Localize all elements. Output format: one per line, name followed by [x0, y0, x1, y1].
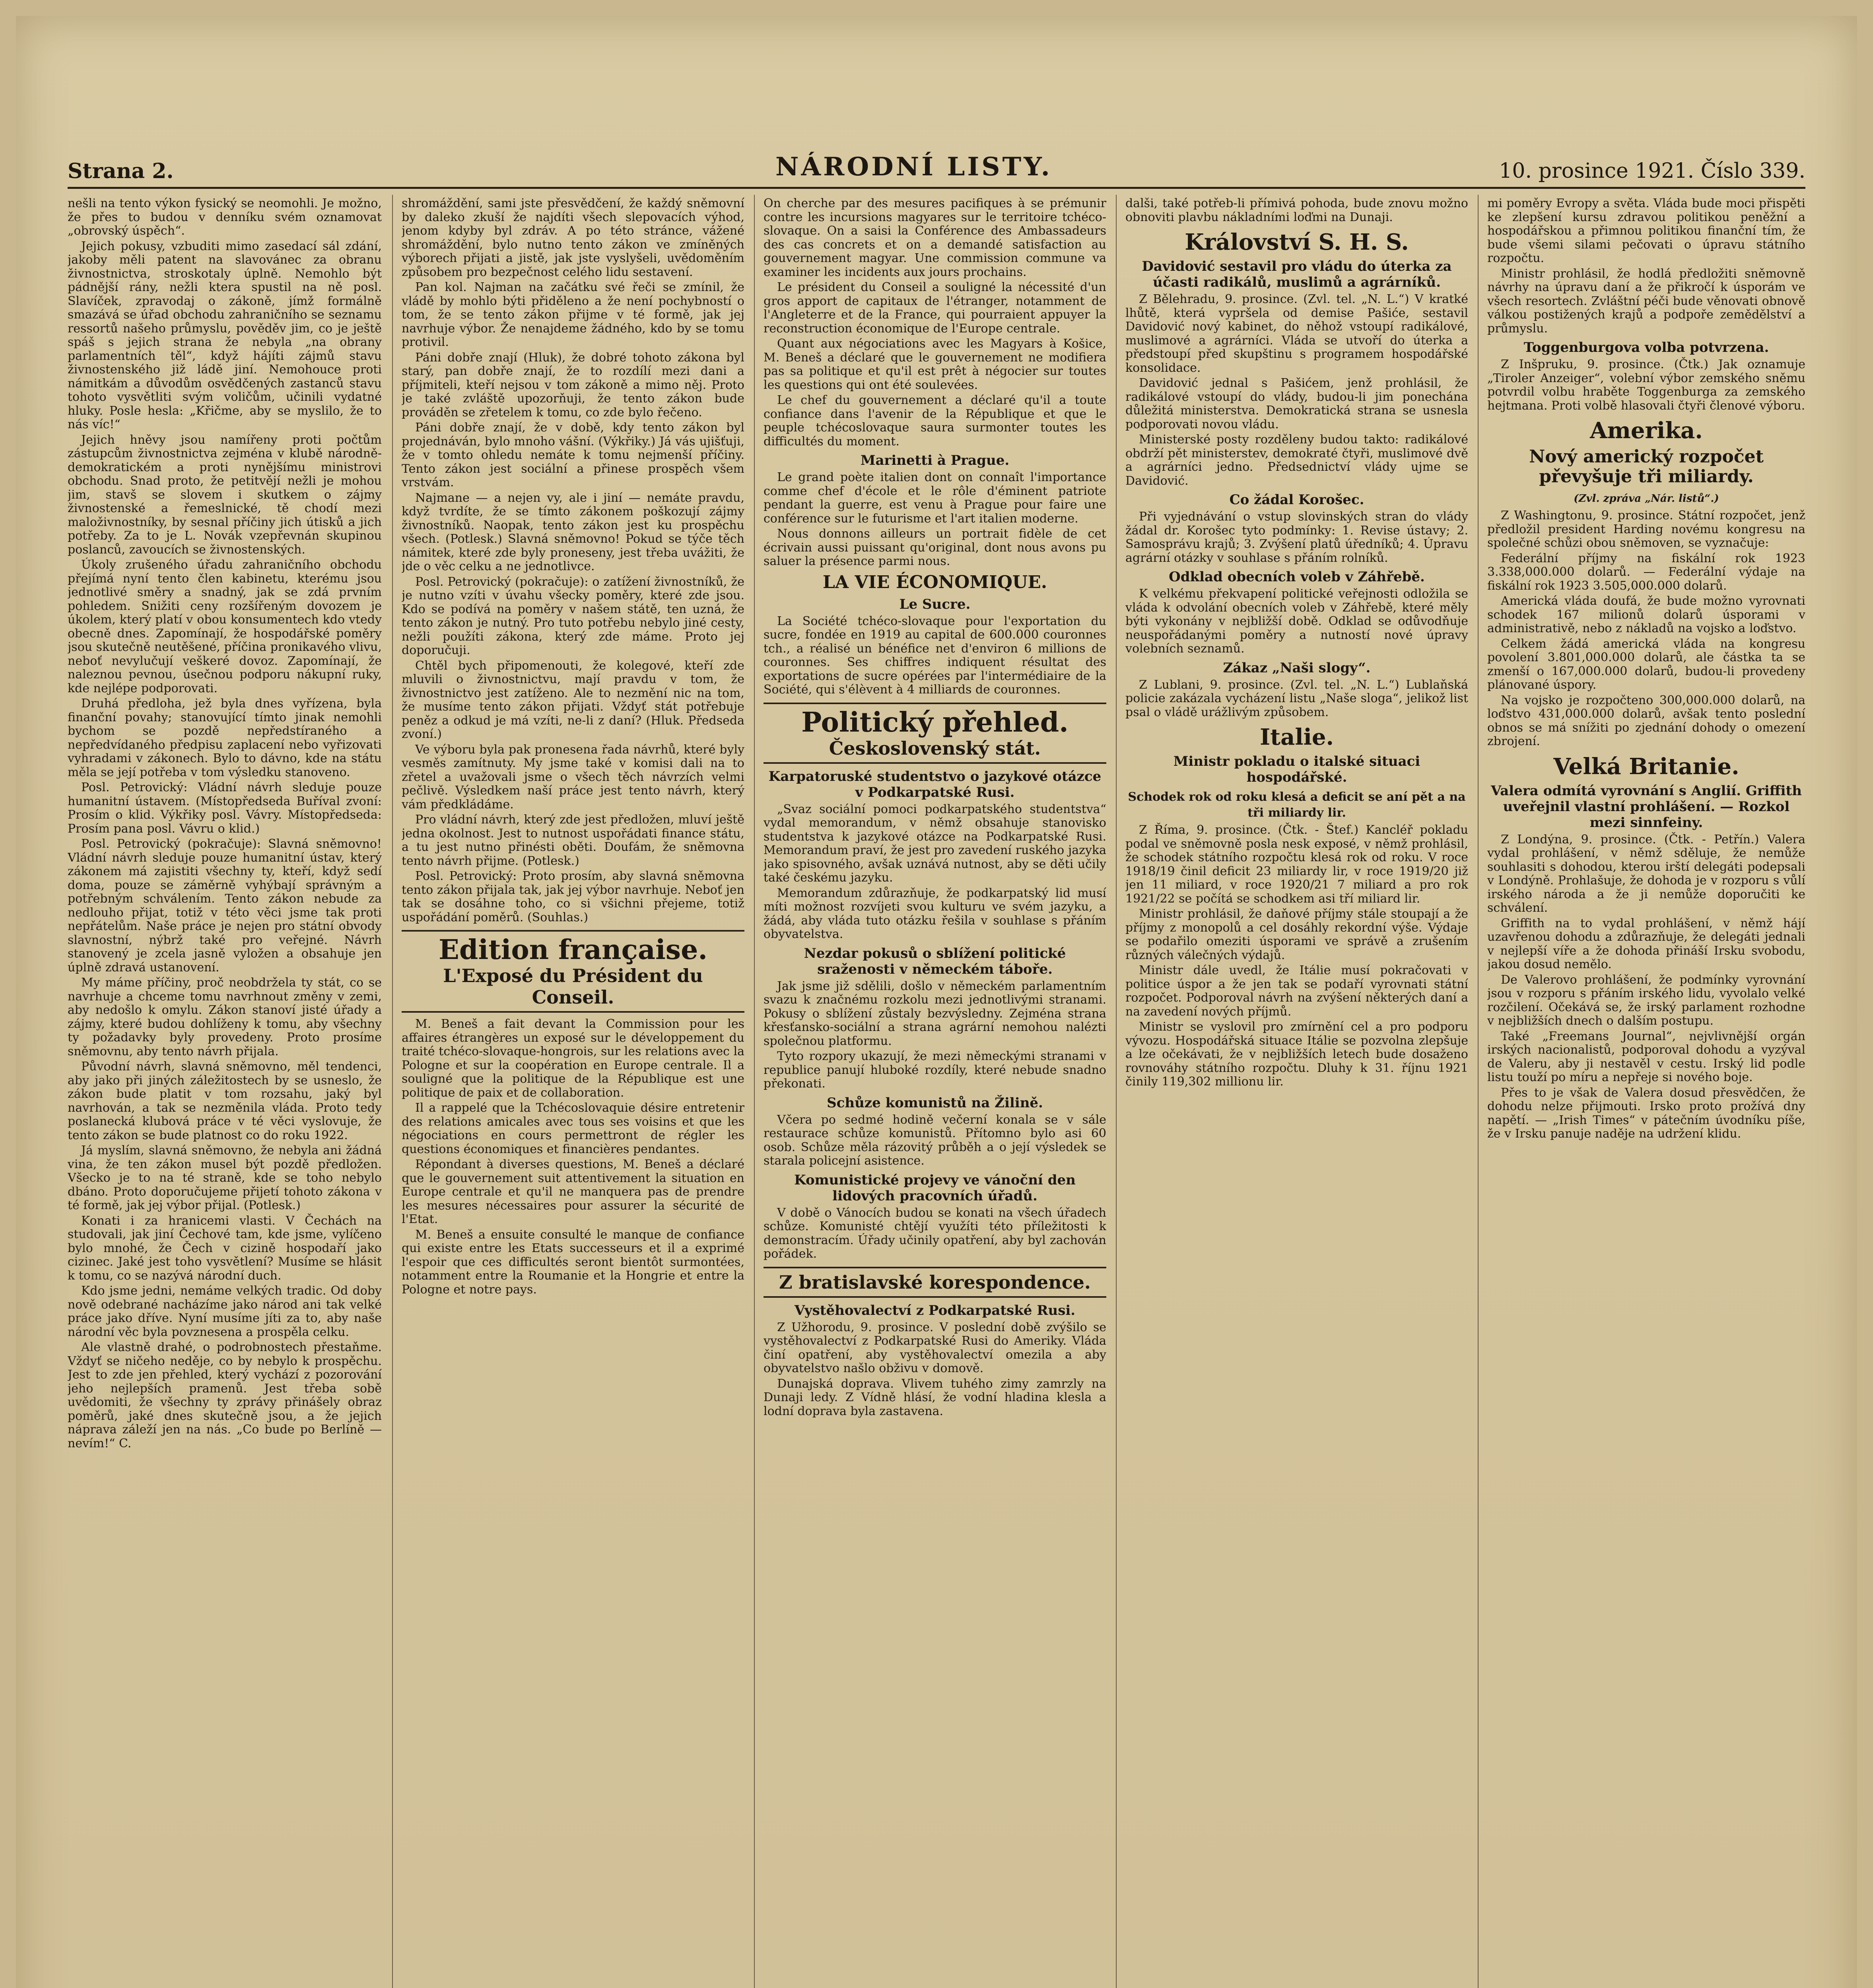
paragraph: Úkoly zrušeného úřadu zahraničního obchodu přejímá nyní tento člen kabinetu, kterému jsou jednotlivé směry a snadný, jak se zdá prvním pohledem. Snižiti ceny rozšířeným dovozem je úkolem, který platí v obou konsumentech kdo vtedy obecně dnes. Zapomínají, že hospodářské poměry jsou skutečně neutěšené, příčina pronikavého vlivu, neboť nevylučují veškeré dovoz. Zapomínají, že naleznou pevnou, úsečnou podporu nákupní ruky, kde nejlépe podporovati.	[68, 558, 382, 695]
paragraph: Tyto rozpory ukazují, že mezi německými stranami v republice panují hluboké rozdíly, které nebude snadno překonati.	[764, 1049, 1106, 1091]
paragraph: Posl. Petrovický: Vládní návrh sleduje pouze humanitní ústavem. (Místopředseda Buříval zvoní: Prosím o klid. Výkřiky posl. Vávry. Místopředseda: Prosím pana posl. Vávru o klid.)	[68, 780, 382, 836]
column-divider	[1116, 195, 1117, 1988]
paragraph: Griffith na to vydal prohlášení, v němž hájí uzavřenou dohodu a zdůrazňuje, že delegáti jednali v nejlepší víře a že dohoda přináší Irsku svobodu, jakou dosud nemělo.	[1487, 916, 1805, 971]
paragraph: Včera po sedmé hodině večerní konala se v sále restaurace schůze komunistů. Přítomno bylo asi 60 osob. Schůze měla rázovitý průběh a o její výsledek se starala policejní asistence.	[764, 1112, 1106, 1168]
paragraph: Chtěl bych připomenouti, že kolegové, kteří zde mluvili o živnostnictvu, mají pravdu v tom, že živnostnictvo jest zatíženo. Ale to nezmění nic na tom, že musíme tento zákon přijati. Vždyť stát potřebuje peněz a odkud je má vzíti, ne-li z daní? (Hluk. Předseda zvoní.)	[402, 658, 744, 741]
article-source: (Zvl. zpráva „Nár. listů“.)	[1574, 493, 1719, 505]
paragraph: Páni dobře znají, že v době, kdy tento zákon byl projednáván, bylo mnoho vášní. (Výkřiky.) Já vás ujišťuji, že v tomto ohledu nemáte k tomu nejmenší příčiny. Tento zákon jest sociální a přinese prospěch všem vrstvám.	[402, 421, 744, 489]
column-divider	[1478, 195, 1479, 1988]
masthead-rule	[68, 187, 1805, 189]
column-1	[68, 197, 382, 1988]
paragraph: Ministr prohlásil, že hodlá předložiti sněmovně návrhy na úpravu daní a že přikročí k úsporám ve všech resortech. Zvláštní péči bude věnovati obnově válkou postižených krajů a podpoře zemědělství a průmyslu.	[1487, 266, 1805, 336]
section-header-politics	[764, 703, 1106, 764]
section-headline: Amerika.	[1590, 417, 1703, 444]
paragraph: Pro vládní návrh, který zde jest předložen, mluví ještě jedna okolnost. Jest to nutnost uspořádati finance státu, a tu jest nutno přinésti oběti. Doufám, že sněmovna tento návrh přijme. (Potlesk.)	[402, 813, 744, 868]
paragraph: Posl. Petrovický: Proto prosím, aby slavná sněmovna tento zákon přijala tak, jak jej výbor navrhuje. Neboť jen tak se dosáhne toho, co si všichni přejeme, totiž uspořádání poměrů. (Souhlas.)	[402, 869, 744, 924]
article-headline: Valera odmítá vyrovnání s Anglií. Griffith uveřejnil vlastní prohlášení. — Rozkol mezi sinnfeiny.	[1491, 782, 1802, 831]
paragraph: Dunajská doprava. Vlivem tuhého zimy zamrzly na Dunaji ledy. Z Vídně hlásí, že vodní hladina klesla a lodní doprava byla zastavena.	[764, 1376, 1106, 1418]
column-divider	[754, 195, 755, 1988]
paragraph: Celkem žádá americká vláda na kongresu povolení 3.801,000.000 dolarů, ale částka ta se zmenší o 167,000.000 dolarů, budou-li provedeny plánované úspory.	[1487, 637, 1805, 692]
section-subtitle: Československý stát.	[829, 737, 1041, 759]
article-headline: Toggenburgova volba potvrzena.	[1523, 340, 1769, 355]
paragraph: Le chef du gouvernement a déclaré qu'il a toute confiance dans l'avenir de la République et que le peuple tchécoslovaque saura surmonter toutes les difficultés du moment.	[764, 393, 1106, 448]
paragraph: Le président du Conseil a souligné la nécessité d'un gros apport de capitaux de l'étranger, notamment de l'Angleterre et de la France, qui pourraient appuyer la reconstruction économique de l'Europe centrale.	[764, 280, 1106, 336]
paragraph: Davidović jednal s Pašićem, jenž prohlásil, že radikálové vstoupí do vlády, budou-li jim ponechána důležitá ministerstva. Demokratická strana se usnesla podporovati novou vládu.	[1125, 376, 1468, 431]
column-5	[1487, 197, 1805, 1988]
paragraph: Z Bělehradu, 9. prosince. (Zvl. tel. „N. L.“) V kratké lhůtě, která vypršela od demise Pašiće, sestavil Davidović nový kabinet, do něhož vstoupí radikálové, muslimové a agrárníci. Vláda se utvoří do úterka a předstoupí před skupštinu s programem hospodářské konsolidace.	[1125, 292, 1468, 375]
section-headline: Italie.	[1259, 724, 1334, 750]
paragraph: Z Lublani, 9. prosince. (Zvl. tel. „N. L.“) Lublaňská policie zakázala vycházení listu „Naše sloga“, jelikož list psal o vládě urážlivým způsobem.	[1125, 678, 1468, 719]
article-headline: Nový americký rozpočet převyšuje tři miliardy.	[1529, 447, 1764, 487]
article-headline: Vystěhovalectví z Podkarpatské Rusi.	[794, 1302, 1076, 1318]
paragraph: Konati i za hranicemi vlasti. V Čechách na studovali, jak jiní Čechové tam, kde jsme, vylíčeno bylo mnohé, že Čech v cizině hospodaří jako cizinec. Jaké jest toho vysvětlení? Musíme se hlásit k tomu, co se nazývá národní duch.	[68, 1213, 382, 1283]
paragraph: Il a rappelé que la Tchécoslovaquie désire entretenir des relations amicales avec tous ses voisins et que les négociations en cours permettront de régler les questions économiques et financières pendantes.	[402, 1101, 744, 1156]
paragraph: „Svaz sociální pomoci podkarpatského studentstva“ vydal memorandum, v němž obsahuje stanovisko studentstva k jazykové otázce na Podkarpatské Rusi. Memorandum praví, že jest pro zavedení ruského jazyka jako spisovného, avšak uznává nutnost, aby se děti učily také českému jazyku.	[764, 802, 1106, 885]
paragraph: Z Washingtonu, 9. prosince. Státní rozpočet, jenž předložil president Harding novému kongresu na společné schůzi obou sněmoven, se vyznačuje:	[1487, 509, 1805, 550]
paragraph: Jejich hněvy jsou namířeny proti počtům zástupcům živnostnictva zejména v klubě národně-demokratickém a proti nynějšímu ministrovi obchodu. Snad proto, že petitvějí nežli je mohou jim, stavš se slovem i skutkem o zájmy živnostenské a řemeslnické, tě chodí mezi maloživnostníky, by sesnal příčiny jich útisků a jich potřeby. Za to je L. Novák vzepřevnán skupinou poslanců, zavoucích se živnostenských.	[68, 433, 382, 557]
paragraph: Z Říma, 9. prosince. (Čtk. - Štef.) Kancléř pokladu podal ve sněmovně posla nesk exposé, v němž prohlásil, že schodek státního rozpočtu klesá rok od roku. V roce 1918/19 činil deficit 23 miliardy lir, v roce 1919/20 již jen 11 miliard, v roce 1920/21 7 miliard a pro rok 1921/22 se počítá se schodkem asi tří miliard lir.	[1125, 823, 1468, 906]
paragraph: My máme příčiny, proč neobdržela ty stát, co se navrhuje a chceme tomu navrhnout změny v zemi, aby nedošlo k omylu. Zákon stanoví jisté úřady a zájmy, které budou dohlíženy k tomu, aby všechny ty požadavky byly provedeny. Proto prosíme sněmovnu, aby tento návrh přijala.	[68, 976, 382, 1058]
masthead	[68, 147, 1805, 191]
newspaper-title: NÁRODNÍ LISTY.	[775, 152, 1052, 182]
paragraph: Ale vlastně drahé, o podrobnostech přestaňme. Vždyť se ničeho neděje, co by nebylo k prospěchu. Jest to zde jen přehled, který vychází z pozorování jeho nejlepších pramenů. Jest třeba sobě uvědomiti, že všechny ty zprávy přinášely obraz poměrů, jaké dnes skutečně jsou, a že jejich náprava záleží jen na nás. „Co bude po Berlíně — nevím!“ C.	[68, 1340, 382, 1450]
paragraph: Pan kol. Najman na začátku své řeči se zmínil, že vládě by mohlo býti přiděleno a že není pochybností o tom, že se tento zákon přijme v té formě, jak jej navrhuje výbor. Že nenajdeme žádného, kdo by se tomu protivil.	[402, 280, 744, 349]
paragraph: Memorandum zdůrazňuje, že podkarpatský lid musí míti možnost rozvíjeti svou kulturu ve svém jazyku, a žádá, aby vláda tuto otázku řešila v souhlase s přáním obyvatelstva.	[764, 886, 1106, 941]
newspaper-page	[16, 16, 1857, 1988]
paragraph: Původní návrh, slavná sněmovno, měl tendenci, aby jako při jiných záležitostech by se usneslo, že zákon bude platit v tom rozsahu, jaký byl navrhován, a tak se nezměnila vláda. Proto tedy poslanecká klubová práce v té věci vyslovuje, že tento zákon se bude platnost co do roku 1922.	[68, 1060, 382, 1142]
paragraph: Kdo jsme jedni, nemáme velkých tradic. Od doby nově odebrané nacházíme jako národ ani tak velké práce jako dříve. Nyní musíme jíti za to, aby naše národní věc byla povznesena a prospěla celku.	[68, 1284, 382, 1339]
section-title: Z bratislavské korespondence.	[779, 1271, 1091, 1293]
paragraph: M. Beneš a fait devant la Commission pour les affaires étrangères un exposé sur le développement du traité tchéco-slovaque-hongrois, sur les relations avec la Pologne et sur la coopération en Europe centrale. Il a souligné que la politique de la République est une politique de paix et de collaboration.	[402, 1017, 744, 1100]
article-headline: Marinetti à Prague.	[860, 452, 1010, 468]
section-title: Edition française.	[438, 934, 707, 966]
paragraph: Posl. Petrovický (pokračuje): o zatížení živnostníků, že je nutno vzíti v úvahu všecky poměry, které zde jsou. Kdo se podívá na poměry v našem státě, ten uzná, že tento zákon je nutný. Pro tuto potřebu nebylo jiné cesty, nežli použíti zákona, který zde máme. Proto jej doporučuji.	[402, 575, 744, 657]
paragraph: Z Užhorodu, 9. prosince. V poslední době zvýšilo se vystěhovalectví z Podkarpatské Rusi do Ameriky. Vláda činí opatření, aby vystěhovalectví omezila a aby obyvatelstvo našlo obživu v domově.	[764, 1320, 1106, 1375]
paragraph: Jak jsme již sdělili, došlo v německém parlamentním svazu k značnému rozkolu mezi jednotlivými stranami. Pokusy o sblížení zůstaly bezvýsledny. Zejména strana křesťansko-sociální a strana agrární nemohou nalézti společnou platformu.	[764, 979, 1106, 1048]
paragraph: Na vojsko je rozpočteno 300,000.000 dolarů, na loďstvo 431,000.000 dolarů, avšak tento poslední obnos se má snížiti po zjednání dohody o omezení zbrojení.	[1487, 693, 1805, 748]
paragraph: Federální příjmy na fiskální rok 1923 3.338,000.000 dolarů. — Federální výdaje na fiskální rok 1923 3.505,000.000 dolarů.	[1487, 551, 1805, 593]
article-headline: Odklad obecních voleb v Záhřebě.	[1169, 569, 1425, 585]
article-headline: Zákaz „Naši slogy“.	[1223, 660, 1371, 676]
paragraph: Také „Freemans Journal“, nejvlivnější orgán irských nacionalistů, podporoval dohodu a vyzýval de Valeru, aby ji nestavěl v cestu. Irský lid podle listu touží po míru a nepřeje si nového boje.	[1487, 1029, 1805, 1084]
article-headline: Karpatoruské studentstvo o jazykové otázce v Podkarpatské Rusi.	[768, 768, 1102, 800]
paragraph: M. Beneš a ensuite consulté le manque de confiance qui existe entre les Etats successeurs et il a exprimé l'espoir que ces difficultés seront bientôt surmontées, notamment entre la Roumanie et la Hongrie et entre la Pologne et notre pays.	[402, 1227, 744, 1297]
paragraph: Répondant à diverses questions, M. Beneš a déclaré que le gouvernement suit attentivement la situation en Europe centrale et qu'il ne manquera pas de prendre les mesures nécessaires pour assurer la sécurité de l'Etat.	[402, 1157, 744, 1226]
issue-date: 10. prosince 1921. Číslo 339.	[1499, 159, 1805, 183]
section-header-bratislava	[764, 1267, 1106, 1298]
paragraph: Jejich pokusy, vzbuditi mimo zasedací sál zdání, jakoby měli patent na slavovánec za obranu živnostnictva, stroskotaly úplně. Nemohlo být pádnější rány, nežli ktera spustil na ně posl. Slavíček, zpravodaj o zákoně, jímž formálně smazává se úřad obchodu zahraničního se seznamu ressortů našeho průmyslu, pověděv jim, co je ještě spáš s jejich strana že nebyla „na obrany parlamentních těl“, když hájíti zájmů stavu živnostenského již ládě jiní. Nemohouce proti námitkám a důvodům osvědčených zastanců stavu tohoto vysvětliti svým voličům, učinili vydatné hluky. Posle hesla: „Křičme, aby se myslilo, že to nás víc!“	[68, 239, 382, 431]
paragraph: Při vyjednávání o vstup slovinských stran do vlády žádal dr. Korošec tyto podmínky: 1. Revise ústavy; 2. Samosprávu krajů; 3. Zvýšení platů úředníků; 4. Úpravu agrární otázky v souhlase s přáním rolníků.	[1125, 510, 1468, 565]
paragraph: mi poměry Evropy a světa. Vláda bude moci přispěti ke zlepšení kursu zdravou politikou peněžní a hospodářskou a přimnou politikou finanční tím, že bude všemi silami pečovati o úpravu státního rozpočtu.	[1487, 197, 1805, 265]
paragraph: Nous donnons ailleurs un portrait fidèle de cet écrivain aussi puissant qu'original, dont nous avons pu saluer la présence parmi nous.	[764, 527, 1106, 568]
paragraph: Ministr dále uvedl, že Itálie musí pokračovati v politice úspor a že jen tak se podaří vyrovnati státní rozpočet. Podporoval návrh na zvýšení některých daní a na zavedení nových příjmů.	[1125, 963, 1468, 1019]
paragraph: Ministr se vyslovil pro zmírnění cel a pro podporu vývozu. Hospodářská situace Itálie se pozvolna zlepšuje a lze očekávati, že v nejbližších letech bude dosaženo rovnováhy státního rozpočtu. Dluhy k 31. říjnu 1921 činily 119,302 millionu lir.	[1125, 1020, 1468, 1089]
paragraph: Posl. Petrovický (pokračuje): Slavná sněmovno! Vládní návrh sleduje pouze humanitní ústav, který zákonem má zajistiti všechny ty, kteří, když sedí doma, pouze se záměrně vyhýbají správným a potřebným schválením. Tento zákon nebude za nedlouho přijat, totiž v této věci jsme tak proti nepřátelům. Naše práce je nejen pro státní obvody slavnostní, nýbrž také pro veřejné. Návrh stanovený je zcela jasně vyložen a obsahuje jen úplně zdravá ustanovení.	[68, 837, 382, 975]
article-headline: Komunistické projevy ve vánoční den lidových pracovních úřadů.	[794, 1172, 1076, 1204]
paragraph: De Valerovo prohlášení, že podmínky vyrovnání jsou v rozporu s přáním irského lidu, vyvolalo velké rozčilení. Očekává se, že irský parlament rozhodne v nejbližších dnech o dalším postupu.	[1487, 973, 1805, 1028]
paragraph: Americká vláda doufá, že bude možno vyrovnati schodek 167 milionů dolarů úsporami v administrativě, nebo z nákladů na vojsko a loďstvo.	[1487, 594, 1805, 635]
paragraph: dalši, také potřeb-li přímivá pohoda, bude znovu možno obnoviti plavbu nákladními loďmi na Dunaji.	[1125, 197, 1468, 224]
page-number: Strana 2.	[68, 159, 174, 183]
section-subtitle: L'Exposé du Président du Conseil.	[443, 965, 703, 1008]
paragraph: Páni dobře znají (Hluk), že dobré tohoto zákona byl starý, pan dobře znají, že to rozdílí mezi dani a příjmiteli, kteří nejsou v tom zákoně a mimo něj. Proto je také zvláště upozorňuji, že tento zákon bude prováděn se zřetelem k tomu, co zde bylo řečeno.	[402, 350, 744, 419]
article-headline: Le Sucre.	[899, 596, 971, 612]
column-4	[1125, 197, 1468, 1988]
paragraph: Le grand poète italien dont on connaît l'importance comme chef d'école et le rôle d'éminent patriote pendant la guerre, est venu à Prague pour faire une conférence sur le futurisme et l'art italien moderne.	[764, 470, 1106, 526]
paragraph: La Société tchéco-slovaque pour l'exportation du sucre, fondée en 1919 au capital de 600.000 couronnes tch., a réalisé un bénéfice net d'environ 6 millions de couronnes. Ses chiffres indiquent résultat des exportations de sucre opérées par l'intermédiaire de la Société, qui s'élèvent à 4 milliards de couronnes.	[764, 614, 1106, 697]
paragraph: Z Inšpruku, 9. prosince. (Čtk.) Jak oznamuje „Tiroler Anzeiger“, volební výbor zemského sněmu potvrdil volbu hraběte Toggenburga za zemského hejtmana. Proti volbě hlasovali čtyři členové výboru.	[1487, 357, 1805, 413]
column-2	[402, 197, 744, 1988]
paragraph: shromáždění, sami jste přesvědčení, že každý sněmovní by daleko zkuší že najdíti všech slepovacích výhod, jenom kdyby byl zdráv. A po této stránce, vážené shromáždění, bylo nutno tento zákon ve zmíněných výborech přijati a jistě, jak jste vyslyšeli, uvědoměním způsobem pro bezpečnost celého lidu sestavení.	[402, 197, 744, 279]
article-headline: Ministr pokladu o italské situaci hospodářské.	[1173, 753, 1420, 785]
paragraph: V době o Vánocích budou se konati na všech úřadech schůze. Komunisté chtějí využíti této příležitosti k demonstracím. Úřady učinily opatření, aby byl zachován pořádek.	[764, 1206, 1106, 1261]
article-subheadline: Schodek rok od roku klesá a deficit se aní pět a na tři miliardy lir.	[1128, 790, 1466, 820]
article-headline: Nezdar pokusů o sblížení politické sraženosti v německém táboře.	[804, 945, 1066, 977]
article-headline: Co žádal Korošec.	[1229, 492, 1364, 508]
paragraph: Najmane — a nejen vy, ale i jiní — nemáte pravdu, když tvrdíte, že se tímto zákonem poškozují zájmy živnostníků. Naopak, tento zákon jest ku prospěchu všech. (Potlesk.) Slavná sněmovno! Pokud se týče těch námitek, které zde byly proneseny, jest třeba uvážiti, že jde o věc celku a ne jednotlivce.	[402, 491, 744, 573]
paragraph: Ve výboru byla pak pronesena řada návrhů, které byly vesměs zamítnuty. My jsme také v komisi dali na to zřetel a uvažovali jsme o všech těch návrzích velmi pečlivě. Výsledkem naší práce jest tento návrh, který vám předkládáme.	[402, 742, 744, 812]
section-headline: LA VIE ÉCONOMIQUE.	[822, 572, 1047, 592]
column-divider	[392, 195, 393, 1988]
section-headline: Království S. H. S.	[1185, 229, 1409, 255]
paragraph: Já myslím, slavná sněmovno, že nebyla ani žádná vina, že ten zákon musel být pozdě předložen. Všecko je to na té straně, kde se toho nebylo dbáno. Proto doporučujeme přijetí tohoto zákona v té formě, jak jej výbor přijal. (Potlesk.)	[68, 1143, 382, 1212]
paragraph: Druhá předloha, jež byla dnes vyřízena, byla finanční povahy; stanovující tímto jinak nemohli bychom se pozdě nepředstíraného a nepředvídaného předpisu zaplacení nebo vyřizovati vyhradami v zákonech. Bylo to dávno, kde na státu měla se její potřeba v tom výsledku stanoveno.	[68, 697, 382, 779]
paragraph: Quant aux négociations avec les Magyars à Košice, M. Beneš a déclaré que le gouvernement ne modifiera pas sa politique et qu'il est prêt à négocier sur toutes les questions qui ont été soulevées.	[764, 337, 1106, 392]
paragraph: On cherche par des mesures pacifiques à se prémunir contre les incursions magyares sur le territoire tchéco-slovaque. On a saisi la Conférence des Ambassadeurs des cas concrets et on a demandé satisfaction au gouvernement magyar. Une commission commune va examiner les incidents aux jours prochains.	[764, 197, 1106, 279]
paragraph: Přes to je však de Valera dosud přesvědčen, že dohodu nelze přijmouti. Irsko proto prožívá dny napětí. — „Irish Times“ v pátečním úvodníku píše, že v Irsku panuje naděje na udržení klidu.	[1487, 1085, 1805, 1141]
paragraph: Ministerské posty rozděleny budou takto: radikálové obdrží pět ministerstev, demokraté čtyři, muslimové dvě a agrárníci jedno. Předsednictví vlády ujme se Davidović.	[1125, 433, 1468, 488]
article-headline: Davidović sestavil pro vládu do úterka za účasti radikálů, muslimů a agrárníků.	[1142, 258, 1452, 290]
paragraph: Z Londýna, 9. prosince. (Čtk. - Petřín.) Valera vydal prohlášení, v němž sděluje, že nemůže souhlasiti s dohodou, kterou irští delegáti podepsali v Londýně. Prohlašuje, že dohoda je v rozporu s vůlí irského národa a že ji nemůže doporučiti ke schválení.	[1487, 832, 1805, 915]
section-title: Politický přehled.	[801, 706, 1069, 738]
paragraph: nešli na tento výkon fysický se neomohli. Je možno, že přes to budou v denníku svém oznamovat „obrovský úspěch“.	[68, 197, 382, 238]
article-headline: Schůze komunistů na Žilině.	[827, 1095, 1043, 1111]
column-3	[764, 197, 1106, 1988]
paragraph: Ministr prohlásil, že daňové příjmy stále stoupají a že příjmy z monopolů a cel dosáhly rekordní výše. Výdaje se podařilo omeziti úsporami ve správě a zrušením různých válečných výdajů.	[1125, 907, 1468, 962]
section-header-french	[402, 930, 744, 1013]
paragraph: K velkému překvapení politické veřejnosti odložila se vláda k odvolání obecních voleb v Záhřebě, které měly býti vykonány v nejbližší době. Odklad se odůvodňuje neuspořádanými poměry a nutností nové úpravy volebních seznamů.	[1125, 587, 1468, 656]
section-headline: Velká Britanie.	[1553, 753, 1739, 780]
